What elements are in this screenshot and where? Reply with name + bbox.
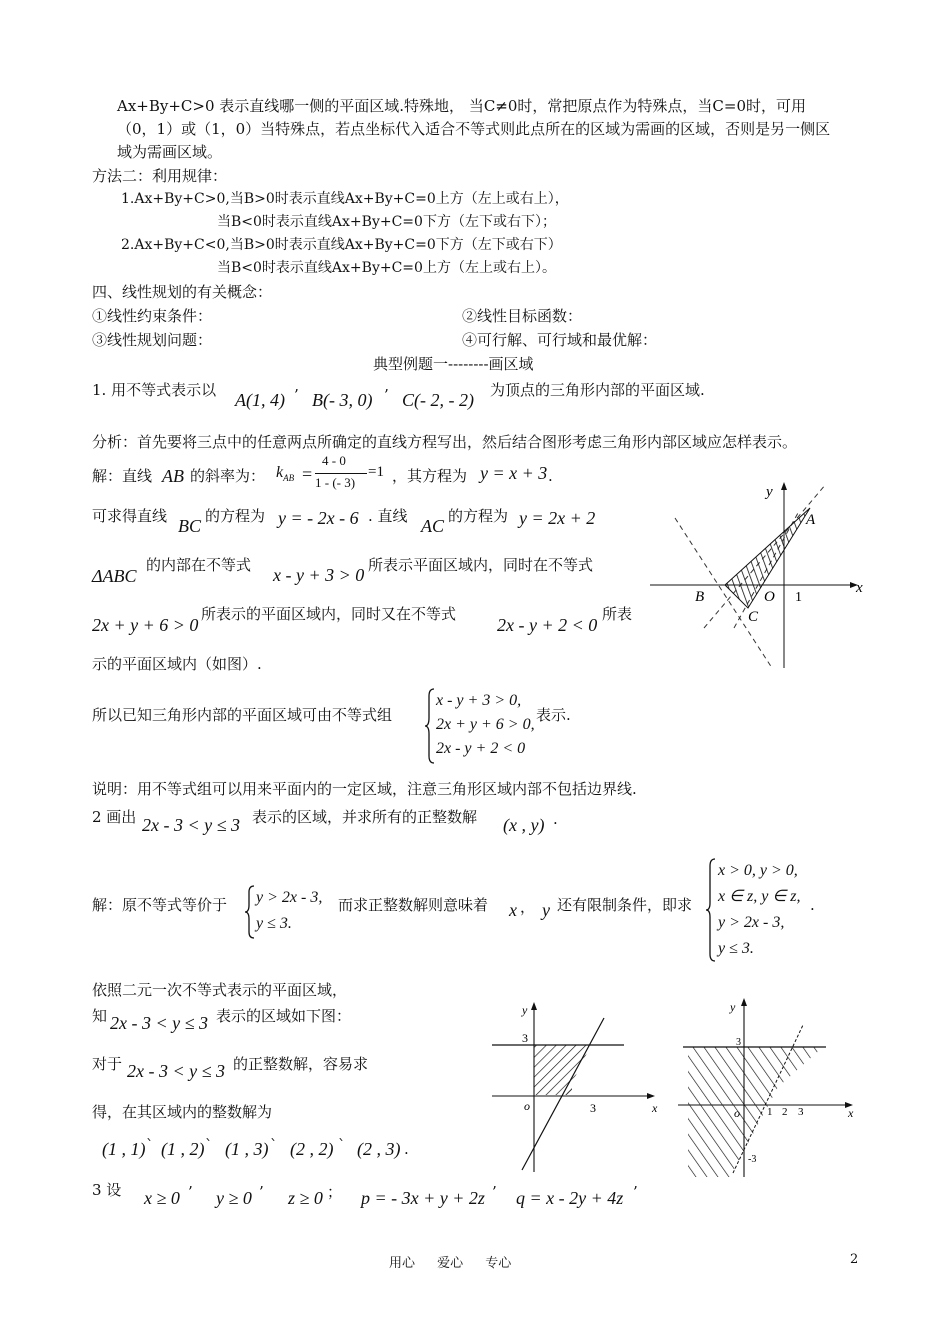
inequality-3: 2x - y + 2 < 0 — [497, 615, 598, 635]
tick-3: 3 — [736, 1037, 741, 1048]
concept-2: ②线性目标函数： — [462, 307, 583, 325]
region-figure-left — [492, 1000, 662, 1175]
text-line: Ax+By+C>0 表示直线哪一侧的平面区域.特殊地， 当C≠0时，常把原点作为特殊点，当C=0时，可用 — [117, 97, 807, 115]
origin-label: o — [734, 1106, 740, 1120]
rule-line: 1.Ax+By+C>0,当B>0时表示直线Ax+By+C=0上方（左上或右上）， — [121, 191, 569, 207]
tick-1: 1 — [767, 1106, 773, 1118]
system-ineq-2: 2x + y + 6 > 0, — [436, 716, 535, 733]
integer-pair: (x , y) — [503, 815, 545, 835]
region-figure-right — [678, 995, 858, 1180]
ex2-question: 2 画出 — [92, 808, 137, 826]
label-c: C — [748, 609, 759, 625]
label-one: 1 — [795, 590, 802, 605]
text: 的斜率为： — [190, 467, 266, 485]
axis-y-label: y — [730, 1000, 736, 1014]
equation-ac: y = 2x + 2 — [519, 508, 596, 528]
line-ac: AC — [421, 516, 445, 536]
text: 而求正整数解则意味着 — [338, 896, 489, 914]
text: . — [404, 1140, 409, 1158]
ex3-question: 3 设 — [92, 1181, 122, 1199]
line-bc: BC — [178, 516, 202, 536]
text: 解：原不等式等价于 — [92, 896, 228, 914]
text: ， — [520, 898, 536, 916]
axis-x-label: x — [652, 1101, 658, 1115]
separator: ` — [205, 1136, 213, 1154]
sys1-ineq-2: y ≤ 3. — [256, 915, 292, 932]
text: . — [553, 810, 558, 828]
text: 所表示平面区域内，同时在不等式 — [368, 556, 594, 574]
ex1-question-end: 为顶点的三角形内部的平面区域. — [490, 381, 705, 399]
sys2-ineq-3: y > 2x - 3, — [718, 914, 785, 931]
origin-label: o — [524, 1099, 530, 1113]
solution-5: (2 , 3) — [357, 1139, 401, 1159]
slope-denominator: 1 - (- 3) — [315, 475, 356, 490]
text: 的方程为 — [448, 507, 509, 525]
text: 表示. — [536, 706, 571, 724]
axis-x-label: x — [856, 580, 863, 596]
separator: ` — [146, 1136, 154, 1154]
tick-3x: 3 — [798, 1106, 804, 1118]
system-brace — [425, 688, 435, 764]
sys2-ineq-1: x > 0, y > 0, — [718, 862, 798, 879]
text: 的内部在不等式 — [146, 556, 252, 574]
label-a: A — [806, 512, 816, 528]
text: ； — [327, 1183, 343, 1201]
equals: = — [302, 464, 313, 484]
var-x: x — [509, 900, 517, 920]
sys2-ineq-4: y ≤ 3. — [718, 940, 754, 957]
tick-neg3: -3 — [748, 1154, 757, 1165]
text: 知 — [92, 1007, 108, 1025]
system-brace — [245, 885, 255, 939]
inequality-1: x - y + 3 > 0 — [273, 565, 365, 585]
slope-value: =1 — [368, 464, 384, 480]
triangle-region-figure — [650, 478, 865, 673]
inequality-2: 2x + y + 6 > 0 — [92, 615, 199, 635]
system-brace — [706, 858, 716, 962]
var-y: y — [542, 900, 550, 920]
section-four-heading: 四、线性规划的有关概念： — [92, 283, 273, 301]
ex2-inequality: 2x - 3 < y ≤ 3 — [110, 1013, 208, 1033]
slope-k: $k_{AB}$ — [276, 464, 295, 484]
function-p: p = - 3x + y + 2z — [361, 1188, 485, 1208]
triangle-abc: ΔABC — [92, 566, 137, 586]
sys1-ineq-1: y > 2x - 3, — [256, 889, 323, 906]
equation-bc: y = - 2x - 6 — [278, 508, 359, 528]
page-number: 2 — [850, 1252, 859, 1267]
constraint-x: x ≥ 0 — [144, 1188, 180, 1208]
text: 示的平面区域内（如图）. — [92, 655, 262, 673]
text-line: 域为需画区域。 — [117, 143, 223, 161]
equation-ab: y = x + 3 — [480, 463, 548, 483]
text: 所表示的平面区域内，同时又在不等式 — [201, 605, 457, 623]
text: ，其方程为 — [392, 467, 468, 485]
solution-2: (1 , 2) — [161, 1139, 205, 1159]
axis-y-label: y — [766, 484, 773, 500]
text-line: （0，1）或（1，0）当特殊点，若点坐标代入适合不等式则此点所在的区域为需画的区域，否则是另一侧区 — [117, 120, 831, 138]
ex1-analysis: 分析：首先要将三点中的任意两点所确定的直线方程写出，然后结合图形考虑三角形内部区域应怎样表示。 — [92, 433, 798, 451]
slope-numerator: 4 - 0 — [322, 453, 346, 468]
text: 所以已知三角形内部的平面区域可由不等式组 — [92, 706, 393, 724]
point-c: C(- 2, - 2) — [402, 390, 474, 410]
method-two-heading: 方法二：利用规律： — [92, 167, 228, 185]
ex2-inequality: 2x - 3 < y ≤ 3 — [142, 815, 240, 835]
system-ineq-3: 2x - y + 2 < 0 — [436, 740, 526, 757]
label-b: B — [695, 589, 705, 605]
line-ab: AB — [162, 466, 184, 486]
point-a: A(1, 4) — [235, 390, 285, 410]
concept-3: ③线性规划问题： — [92, 331, 213, 349]
tick-3x: 3 — [590, 1101, 596, 1115]
tick-3: 3 — [522, 1031, 528, 1045]
ex1-question: 1. 用不等式表示以 — [92, 381, 217, 399]
text: 所表 — [602, 605, 633, 623]
rule-line: 当B<0时表示直线Ax+By+C=0下方（左下或右下）； — [217, 214, 556, 230]
solution-3: (1 , 3) — [225, 1139, 269, 1159]
example-title: 典型例题一--------画区域 — [373, 355, 534, 373]
axis-y-label: y — [522, 1003, 528, 1017]
text: 还有限制条件，即求 — [557, 896, 693, 914]
text: . 直线 — [368, 507, 408, 525]
constraint-y: y ≥ 0 — [216, 1188, 252, 1208]
text: . — [548, 467, 553, 485]
concept-1: ①线性约束条件： — [92, 307, 213, 325]
sys2-ineq-2: x ∈ z, y ∈ z, — [718, 888, 801, 905]
point-b: B(- 3, 0) — [312, 390, 373, 410]
rule-line: 2.Ax+By+C<0,当B>0时表示直线Ax+By+C=0下方（左下或右下） — [121, 237, 562, 253]
label-o: O — [764, 589, 775, 605]
text: . — [810, 896, 815, 914]
axis-x-label: x — [848, 1106, 854, 1120]
text: 得，在其区域内的整数解为 — [92, 1103, 273, 1121]
solution-4: (2 , 2) — [290, 1139, 334, 1159]
text: 表示的区域如下图： — [216, 1007, 352, 1025]
text: 的正整数解，容易求 — [233, 1055, 369, 1073]
ex1-solution-start: 解：直线 — [92, 467, 153, 485]
concept-4: ④可行解、可行域和最优解： — [462, 331, 658, 349]
separator: ` — [338, 1136, 346, 1154]
text: 表示的区域，并求所有的正整数解 — [252, 808, 478, 826]
text: 可求得直线 — [92, 507, 168, 525]
footer-motto: 用心 爱心 专心 — [389, 1256, 512, 1271]
function-q: q = x - 2y + 4z — [516, 1188, 624, 1208]
text: 依照二元一次不等式表示的平面区域， — [92, 981, 348, 999]
ex1-note: 说明：用不等式组可以用来平面内的一定区域，注意三角形区域内部不包括边界线. — [92, 780, 637, 798]
text: 对于 — [92, 1055, 123, 1073]
text: 的方程为 — [205, 507, 266, 525]
solution-1: (1 , 1) — [102, 1139, 146, 1159]
constraint-z: z ≥ 0 — [288, 1188, 323, 1208]
rule-line: 当B<0时表示直线Ax+By+C=0上方（左上或右上）。 — [217, 260, 556, 276]
ex2-inequality: 2x - 3 < y ≤ 3 — [127, 1061, 225, 1081]
separator: ` — [270, 1136, 278, 1154]
system-ineq-1: x - y + 3 > 0, — [436, 692, 522, 709]
fraction-bar — [315, 473, 367, 474]
tick-2: 2 — [782, 1106, 788, 1118]
